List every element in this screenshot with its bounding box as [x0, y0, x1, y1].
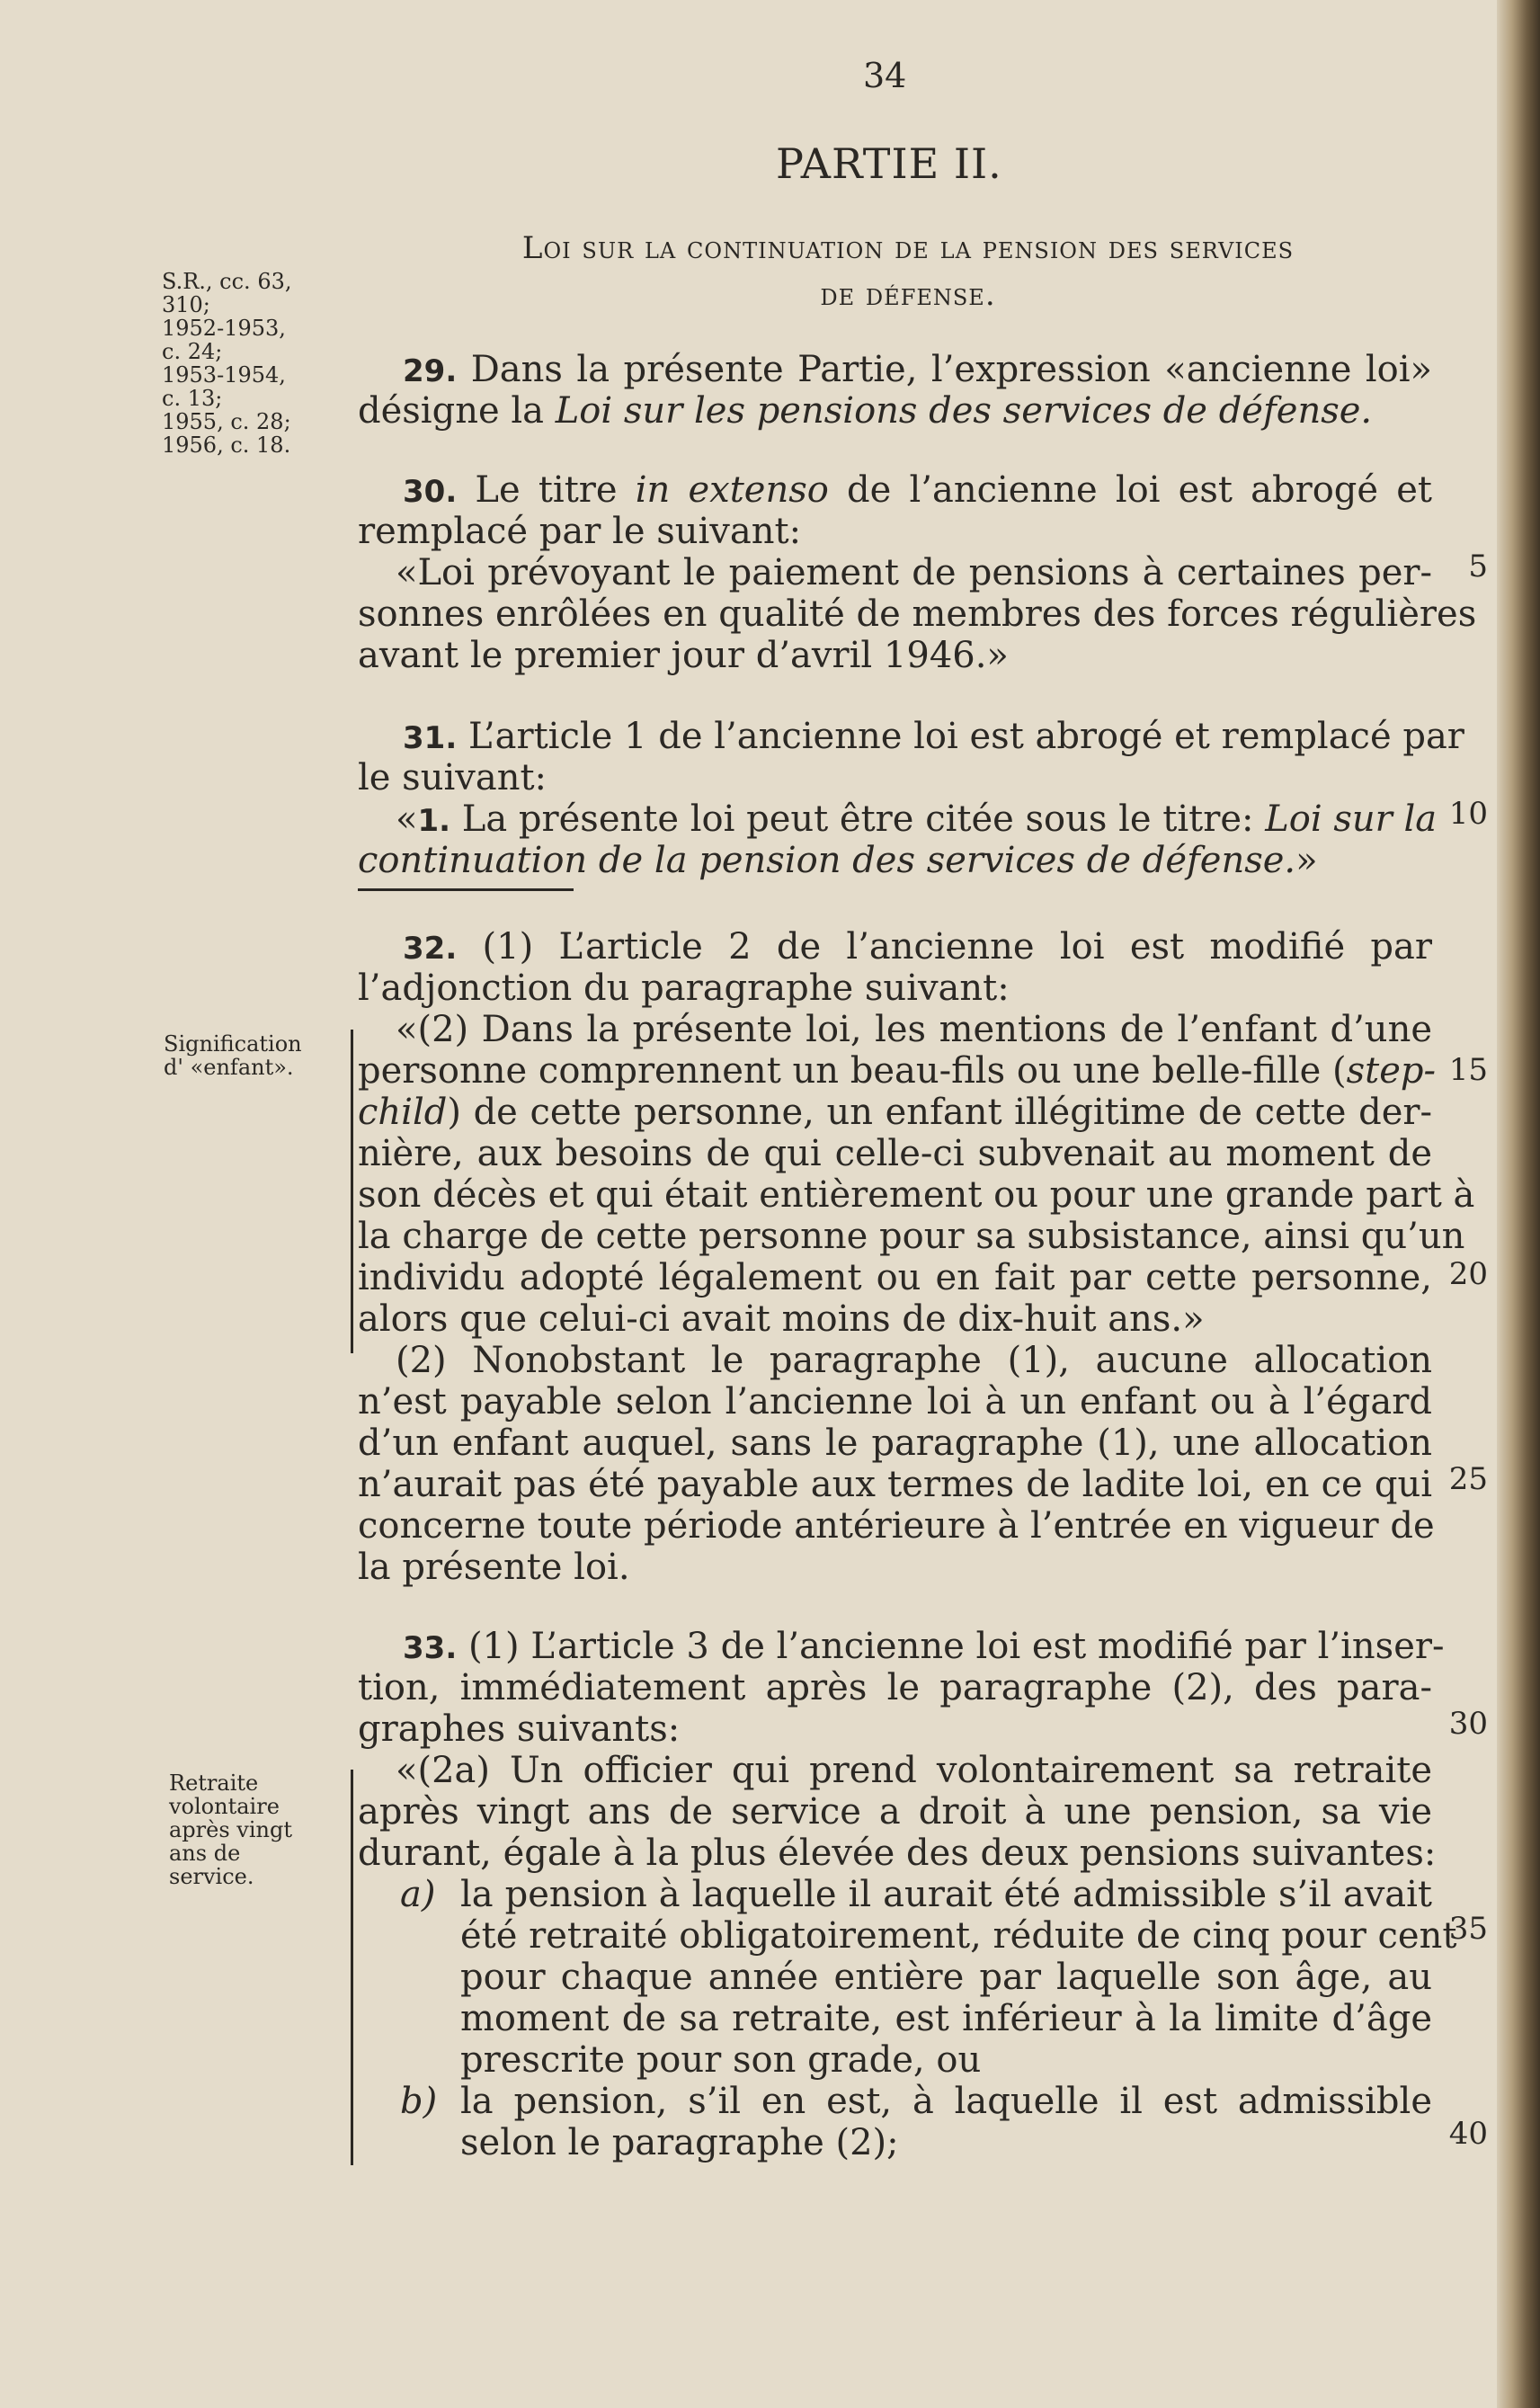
sidenote-line: 1952-1953, — [162, 316, 286, 341]
part-title: PARTIE II. — [776, 139, 1002, 188]
clause-a-line-4: moment de sa retraite, est inférieur à la limite d’âge — [460, 1998, 1432, 2039]
sidenote-line: service. — [169, 1864, 254, 1889]
text-run: personne comprennent un beau-fils ou une belle-fille ( — [358, 1050, 1347, 1092]
line-number: 35 — [1448, 1911, 1488, 1947]
s32-line-14: n’aurait pas été payable aux termes de ladite loi, en ce qui — [358, 1464, 1432, 1505]
s32-line-9: individu adopté légalement ou en fait par cette personne, — [358, 1257, 1432, 1298]
line-number: 15 — [1448, 1052, 1488, 1088]
s33-line-3: graphes suivants: — [358, 1708, 681, 1750]
s30-line-4: sonnes enrôlées en qualité de membres des forces régulières — [358, 593, 1477, 635]
line-number: 5 — [1468, 548, 1488, 584]
revision-bar — [351, 1770, 353, 2165]
text-run: « — [396, 798, 418, 840]
sidenote-line: Signification — [164, 1031, 302, 1057]
line-number: 25 — [1448, 1461, 1488, 1497]
text-run: ) de cette personne, un enfant illégitime de cette der- — [447, 1092, 1432, 1133]
s31-line-1 — [403, 716, 1464, 759]
s32-line-8: la charge de cette personne pour sa subsistance, ainsi qu’un — [358, 1216, 1465, 1257]
line-number: 10 — [1448, 796, 1488, 832]
underline-rule — [358, 888, 574, 891]
text-run-italic: child — [358, 1092, 448, 1133]
text-run: La présente loi peut être citée sous le titre: — [450, 798, 1266, 840]
text-run: » — [1295, 840, 1318, 881]
clause-a-line-3: pour chaque année entière par laquelle son âge, au — [460, 1957, 1432, 1998]
sidenote-line: c. 13; — [162, 386, 223, 411]
sidenote-line: 310; — [162, 292, 210, 317]
sidenote-line: volontaire — [169, 1794, 280, 1819]
s33-line-6: durant, égale à la plus élevée des deux pensions suivantes: — [358, 1833, 1437, 1874]
s30-line-1 — [403, 469, 1432, 513]
s31-line-2: le suivant: — [358, 757, 547, 798]
section-number: 33. — [403, 1630, 458, 1666]
s32-line-7: son décès et qui était entièrement ou pour une grande part à — [358, 1174, 1475, 1216]
sidenote-citation — [162, 270, 291, 457]
s32-line-1 — [403, 926, 1432, 969]
s32-line-3: «(2) Dans la présente loi, les mentions de l’enfant d’une — [396, 1009, 1432, 1050]
clause-a-line-2: été retraité obligatoirement, réduite de cinq pour cent — [460, 1915, 1457, 1957]
sidenote-line: c. 24; — [162, 339, 223, 364]
sidenote-line: 1955, c. 28; — [162, 409, 291, 434]
act-name: Loi sur les pensions des services de défense. — [555, 390, 1373, 432]
text-run-italic: step- — [1346, 1050, 1437, 1092]
s32-line-15: concerne toute période antérieure à l’entrée en vigueur de — [358, 1505, 1435, 1547]
s32-line-12: n’est payable selon l’ancienne loi à un enfant ou à l’égard — [358, 1381, 1432, 1423]
s30-line-3: «Loi prévoyant le paiement de pensions à certaines per- — [396, 552, 1432, 593]
act-name: continuation de la pension des services de défense. — [358, 840, 1296, 881]
s30-line-5: avant le premier jour d’avril 1946.» — [358, 635, 1009, 676]
s33-line-2: tion, immédiatement après le paragraphe (2), des para- — [358, 1667, 1432, 1708]
section-number: 29. — [403, 353, 458, 389]
s31-line-4 — [358, 840, 1318, 881]
sidenote-line: 1953-1954, — [162, 362, 286, 388]
s30-line-2: remplacé par le suivant: — [358, 511, 802, 552]
clause-a-line-1: la pension à laquelle il aurait été admissible s’il avait — [460, 1874, 1432, 1915]
s32-line-2: l’adjonction du paragraphe suivant: — [358, 968, 1010, 1009]
text-run: (1) L’article 2 de l’ancienne loi est modifié par — [482, 926, 1432, 968]
act-title — [378, 225, 1438, 318]
text-run: Dans la présente Partie, l’expression «ancienne loi» — [470, 349, 1432, 390]
s32-line-11: (2) Nonobstant le paragraphe (1), aucune allocation — [396, 1340, 1432, 1381]
line-number: 20 — [1448, 1256, 1488, 1292]
text-run: de l’ancienne loi est abrogé et — [828, 469, 1432, 511]
line-number: 40 — [1448, 2116, 1488, 2152]
page-number: 34 — [863, 56, 907, 95]
clause-label-a: a) — [400, 1874, 436, 1915]
act-title-line-2: de défense. — [820, 277, 996, 313]
text-run: L’article 1 de l’ancienne loi est abrogé et remplacé par — [467, 716, 1464, 757]
s33-line-4: «(2a) Un officier qui prend volontairement sa retraite — [396, 1750, 1432, 1791]
act-name: Loi sur la — [1265, 798, 1438, 840]
text-run: (1) L’article 3 de l’ancienne loi est modifié par l’inser- — [467, 1626, 1445, 1667]
sidenote-line: après vingt — [169, 1817, 292, 1842]
section-number: 1. — [417, 803, 451, 839]
s33-line-1 — [403, 1626, 1445, 1669]
sidenote-enfant — [164, 1032, 302, 1079]
s32-line-13: d’un enfant auquel, sans le paragraphe (1), une allocation — [358, 1423, 1432, 1464]
sidenote-line: Retraite — [169, 1770, 259, 1796]
s29-line-2 — [358, 390, 1372, 432]
s32-line-10: alors que celui-ci avait moins de dix-huit ans.» — [358, 1298, 1205, 1340]
sidenote-retraite — [169, 1771, 292, 1888]
sidenote-line: 1956, c. 18. — [162, 433, 291, 458]
s29-line-1 — [403, 349, 1432, 392]
s32-line-5 — [358, 1092, 1432, 1133]
section-number: 32. — [403, 931, 458, 967]
act-title-line-1: Loi sur la continuation de la pension des services — [521, 230, 1295, 266]
section-number: 30. — [403, 474, 458, 510]
revision-bar — [351, 1030, 353, 1353]
sidenote-line: d' «enfant». — [164, 1055, 294, 1080]
text-run: Le titre — [475, 469, 636, 511]
s31-line-3 — [396, 798, 1438, 842]
sidenote-line: ans de — [169, 1841, 241, 1866]
s32-line-6: nière, aux besoins de qui celle-ci subvenait au moment de — [358, 1133, 1432, 1174]
clause-a-line-5: prescrite pour son grade, ou — [460, 2039, 982, 2081]
clause-b-line-1: la pension, s’il en est, à laquelle il est admissible — [460, 2081, 1432, 2122]
clause-b-line-2: selon le paragraphe (2); — [460, 2122, 899, 2163]
page-edge-shadow — [1497, 0, 1540, 2408]
section-number: 31. — [403, 720, 458, 756]
clause-label-b: b) — [400, 2081, 438, 2122]
s32-line-4 — [358, 1050, 1437, 1092]
s32-line-16: la présente loi. — [358, 1547, 630, 1588]
sidenote-line: S.R., cc. 63, — [162, 269, 292, 294]
s33-line-5: après vingt ans de service a droit à une pension, sa vie — [358, 1791, 1432, 1833]
text-run-italic: in extenso — [635, 469, 829, 511]
text-run: désigne la — [358, 390, 556, 432]
line-number: 30 — [1448, 1706, 1488, 1742]
